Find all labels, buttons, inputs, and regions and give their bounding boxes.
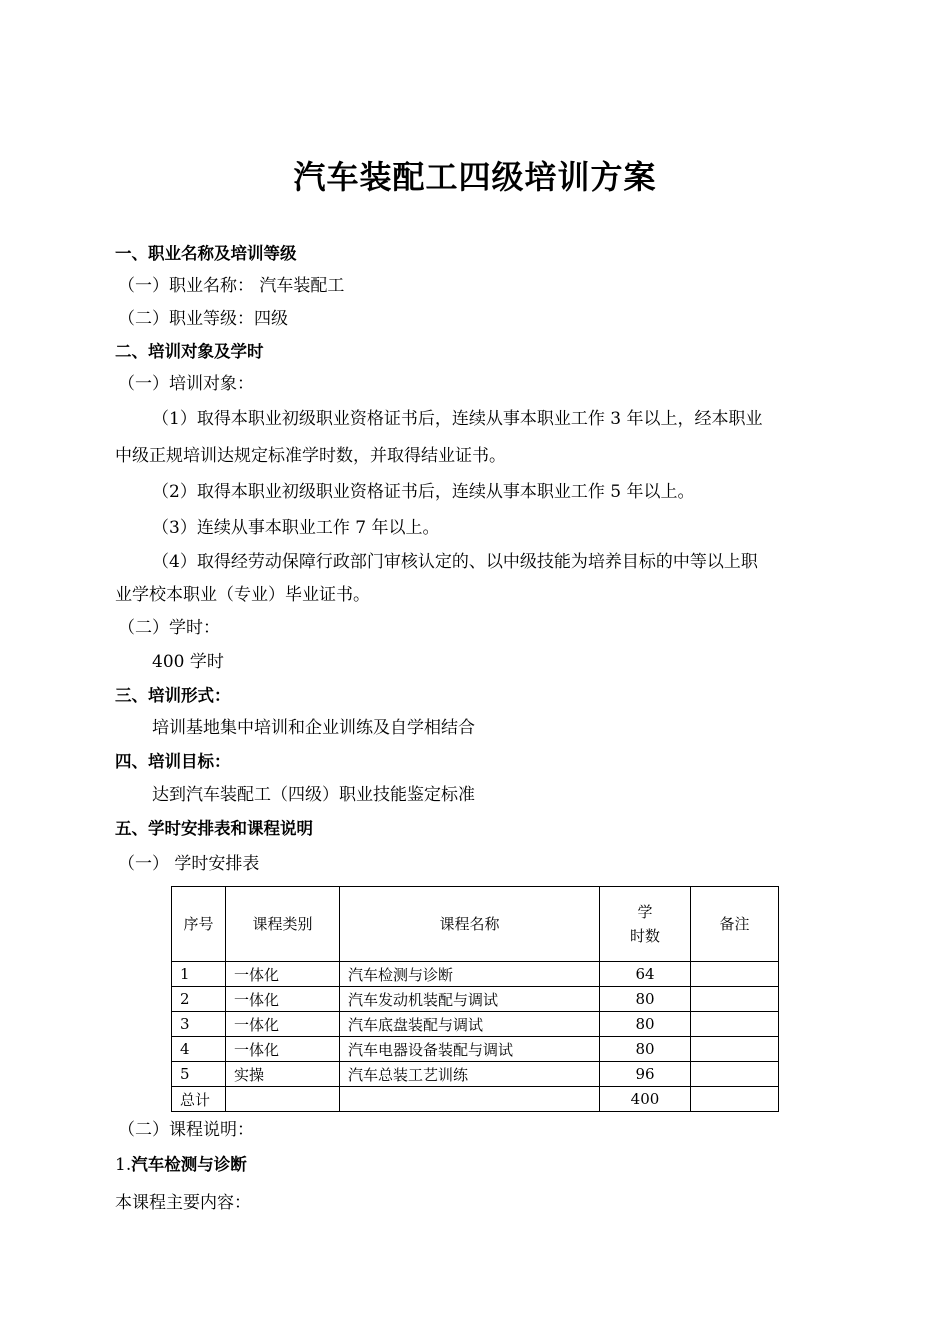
- table-row: [172, 962, 779, 987]
- condition-1-line-1: （1）取得本职业初级职业资格证书后，连续从事本职业工作 3 年以上，经本职业: [152, 409, 763, 429]
- hours-value: 400 学时: [152, 652, 224, 672]
- section-4-heading: 四、培训目标：: [115, 752, 231, 771]
- cell-name: 汽车发动机装配与调试: [340, 987, 600, 1012]
- condition-3: （3）连续从事本职业工作 7 年以上。: [152, 518, 440, 538]
- header-hours-line-2: 时数: [629, 927, 660, 945]
- training-goal-text: 达到汽车装配工（四级）职业技能鉴定标准: [152, 785, 475, 805]
- header-hours: [600, 887, 691, 962]
- cell-hours: 80: [600, 1012, 691, 1037]
- document-title: 汽车装配工四级培训方案: [293, 158, 657, 196]
- cell-name: 汽车底盘装配与调试: [340, 1012, 600, 1037]
- cell-hours: 64: [600, 962, 691, 987]
- section-5-heading: 五、学时安排表和课程说明: [115, 819, 313, 838]
- course-description-label: （二）课程说明：: [118, 1120, 254, 1140]
- cell-note: [691, 962, 779, 987]
- cell-hours: 96: [600, 1062, 691, 1087]
- table-total-row: [172, 1087, 779, 1112]
- cell-no: 5: [172, 1062, 226, 1087]
- cell-note: [691, 1062, 779, 1087]
- training-form-text: 培训基地集中培训和企业训练及自学相结合: [152, 718, 475, 738]
- section-2-heading: 二、培训对象及学时: [115, 342, 264, 361]
- cell-type: 实操: [226, 1062, 340, 1087]
- course-1-heading: [115, 1154, 247, 1176]
- section-1-heading: 一、职业名称及培训等级: [115, 244, 297, 263]
- table-row: [172, 1012, 779, 1037]
- total-label: 总计: [172, 1087, 226, 1112]
- condition-2: （2）取得本职业初级职业资格证书后，连续从事本职业工作 5 年以上。: [152, 482, 695, 502]
- section-3-heading: 三、培训形式：: [115, 686, 231, 705]
- table-row: [172, 987, 779, 1012]
- cell-hours: 80: [600, 987, 691, 1012]
- schedule-table-label: （一） 学时安排表: [118, 854, 260, 874]
- cell-name: 汽车检测与诊断: [340, 962, 600, 987]
- condition-4-line-2: 业学校本职业（专业）毕业证书。: [115, 585, 370, 605]
- cell-type: 一体化: [226, 987, 340, 1012]
- hours-label: （二）学时：: [118, 618, 220, 638]
- cell-name: 汽车总装工艺训练: [340, 1062, 600, 1087]
- condition-1-line-2: 中级正规培训达规定标准学时数，并取得结业证书。: [115, 446, 506, 466]
- cell-no: 3: [172, 1012, 226, 1037]
- cell-note: [691, 987, 779, 1012]
- header-name: 课程名称: [340, 887, 600, 962]
- table-header-row: [172, 887, 779, 962]
- cell-note: [691, 1037, 779, 1062]
- training-target-label: （一）培训对象：: [118, 374, 254, 394]
- cell-hours: 80: [600, 1037, 691, 1062]
- occupation-level-line: （二）职业等级：四级: [118, 309, 288, 329]
- table-row: [172, 1037, 779, 1062]
- cell-type: 一体化: [226, 1012, 340, 1037]
- cell-no: 1: [172, 962, 226, 987]
- total-hours: 400: [600, 1087, 691, 1112]
- occupation-name-line: （一）职业名称： 汽车装配工: [118, 276, 345, 296]
- cell-type: 一体化: [226, 962, 340, 987]
- table-row: [172, 1062, 779, 1087]
- cell-no: 2: [172, 987, 226, 1012]
- cell-type: 一体化: [226, 1037, 340, 1062]
- cell-empty: [691, 1087, 779, 1112]
- course-1-title: 汽车检测与诊断: [131, 1155, 247, 1174]
- header-note: 备注: [691, 887, 779, 962]
- cell-note: [691, 1012, 779, 1037]
- course-1-intro: 本课程主要内容：: [115, 1193, 251, 1213]
- cell-empty: [340, 1087, 600, 1112]
- course-1-number: 1.: [115, 1155, 132, 1175]
- header-no: 序号: [172, 887, 226, 962]
- header-type: 课程类别: [226, 887, 340, 962]
- cell-empty: [226, 1087, 340, 1112]
- cell-name: 汽车电器设备装配与调试: [340, 1037, 600, 1062]
- cell-no: 4: [172, 1037, 226, 1062]
- schedule-table: [171, 886, 779, 1112]
- condition-4-line-1: （4）取得经劳动保障行政部门审核认定的、以中级技能为培养目标的中等以上职: [152, 552, 758, 572]
- header-hours-line-1: 学: [637, 903, 653, 921]
